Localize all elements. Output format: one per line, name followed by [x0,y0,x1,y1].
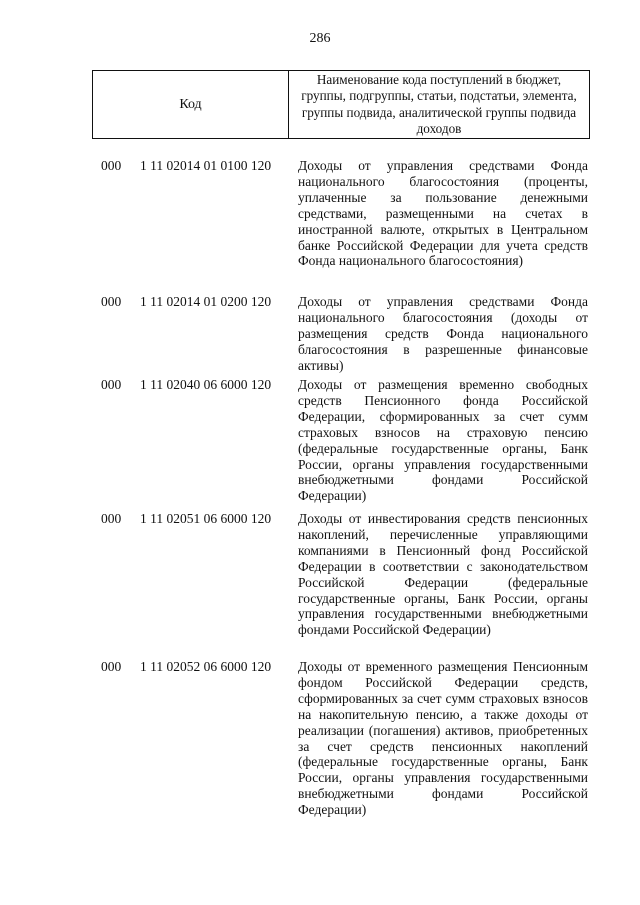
income-code: 1 11 02051 06 6000 120 [140,511,272,526]
admin-code: 000 [101,377,122,392]
admin-code: 000 [101,511,122,526]
table-header [92,70,590,139]
income-code: 1 11 02014 01 0100 120 [140,158,272,173]
income-description: Доходы от размещения временно свободных средств Пенсионного фонда Российской Федерации, сформированных за счет сумм страховых взносов на страховую пенсию (федеральные государственные органы, Банк России, органы управления государственными внебюджетными фондами Российской Федерации) [298,377,588,504]
column-header-name: Наименование кода поступлений в бюджет, группы, подгруппы, статьи, подстатьи, элемента, группы подвида, аналитической группы подвида доходов [301,72,577,136]
income-description: Доходы от временного размещения Пенсионным фондом Российской Федерации средств, сформированных за счет сумм страховых взносов на накопительную пенсию, а также доходы от реализации (погашения) активов, приобретенных за счет средств пенсионных накоплений (федеральные государственные органы, Банк России, органы управления государственными внебюджетными фондами Российской Федерации) [298,659,588,818]
income-code: 1 11 02052 06 6000 120 [140,659,272,674]
income-description: Доходы от инвестирования средств пенсионных накоплений, перечисленные управляющими компаниями в Пенсионный фонд Российской Федерации в соответствии с законодательством Российской Федерации (федеральные государственные органы, Банк России, органы управления государственными внебюджетными фондами Российской Федерации) [298,511,588,638]
income-code: 1 11 02014 01 0200 120 [140,294,272,309]
page-number: 286 [309,31,331,46]
income-description: Доходы от управления средствами Фонда национального благосостояния (проценты, уплаченные за пользование денежными средствами, размещенными на счетах в иностранной валюте, открытых в Центральном банке Российской Федерации для учета средств Фонда национального благосостояния) [298,158,588,269]
column-header-code: Код [93,71,289,138]
admin-code: 000 [101,158,122,173]
admin-code: 000 [101,294,122,309]
income-code: 1 11 02040 06 6000 120 [140,377,272,392]
income-description: Доходы от управления средствами Фонда национального благосостояния (доходы от размещения средств Фонда национального благосостояния в разрешенные финансовые активы) [298,294,588,373]
admin-code: 000 [101,659,122,674]
